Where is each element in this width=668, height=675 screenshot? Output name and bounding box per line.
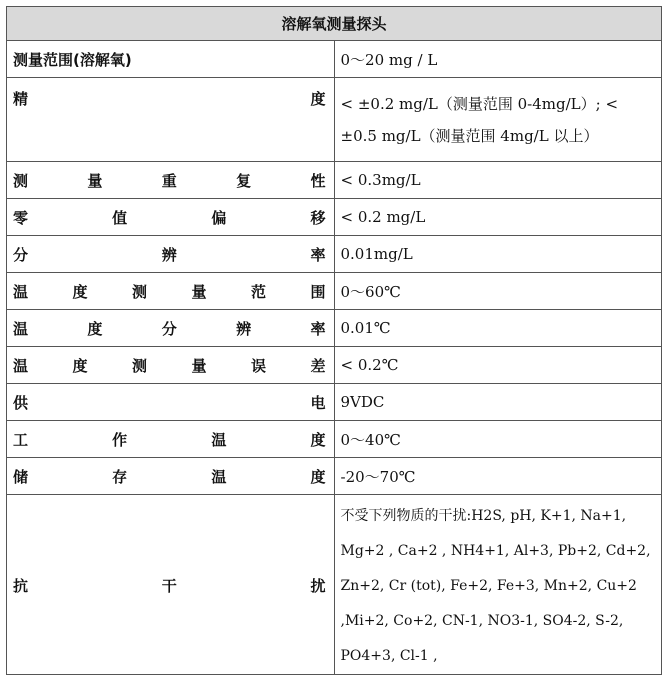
table-row (7, 41, 662, 78)
spec-table (6, 6, 662, 675)
row-value: 0.01mg/L (334, 236, 662, 273)
row-value: 9VDC (334, 384, 662, 421)
row-label: 储存温度 (7, 458, 335, 495)
table-row (7, 495, 662, 675)
row-label: 供电 (7, 384, 335, 421)
row-value: < 0.3mg/L (334, 162, 662, 199)
row-label: 零值偏移 (7, 199, 335, 236)
row-label: 温度测量误差 (7, 347, 335, 384)
row-label: 温度分辨率 (7, 310, 335, 347)
row-value: 0～60℃ (334, 273, 662, 310)
row-label: 工作温度 (7, 421, 335, 458)
table-row (7, 421, 662, 458)
row-value: 0.01℃ (334, 310, 662, 347)
table-row (7, 78, 662, 162)
row-value: < 0.2℃ (334, 347, 662, 384)
row-label: 精度 (7, 78, 335, 162)
table-row (7, 162, 662, 199)
row-value: 不受下列物质的干扰:H2S, pH, K+1, Na+1, Mg+2 , Ca+2 , NH4+1, Al+3, Pb+2, Cd+2, Zn+2, Cr (tot), Fe+2, Fe+3, Mn+2, Cu+2 ,Mi+2, Co+2, CN-1, NO3-1, SO4-2, S-2, PO4+3, Cl-1 , (334, 495, 662, 675)
row-label: 抗干扰 (7, 495, 335, 675)
row-value: < 0.2 mg/L (334, 199, 662, 236)
table-row (7, 384, 662, 421)
row-value: < ±0.2 mg/L（测量范围 0-4mg/L）; < ±0.5 mg/L（测量范围 4mg/L 以上） (334, 78, 662, 162)
table-row (7, 273, 662, 310)
table-header-row (7, 7, 662, 41)
row-label: 分辨率 (7, 236, 335, 273)
table-row (7, 347, 662, 384)
table-title: 溶解氧测量探头 (7, 7, 662, 41)
row-value: 0～40℃ (334, 421, 662, 458)
row-label: 测量范围(溶解氧) (7, 41, 335, 78)
row-value: -20～70℃ (334, 458, 662, 495)
row-value: 0～20 mg / L (334, 41, 662, 78)
table-row (7, 310, 662, 347)
row-label: 测量重复性 (7, 162, 335, 199)
table-row (7, 458, 662, 495)
row-label: 温度测量范围 (7, 273, 335, 310)
table-row (7, 199, 662, 236)
table-row (7, 236, 662, 273)
